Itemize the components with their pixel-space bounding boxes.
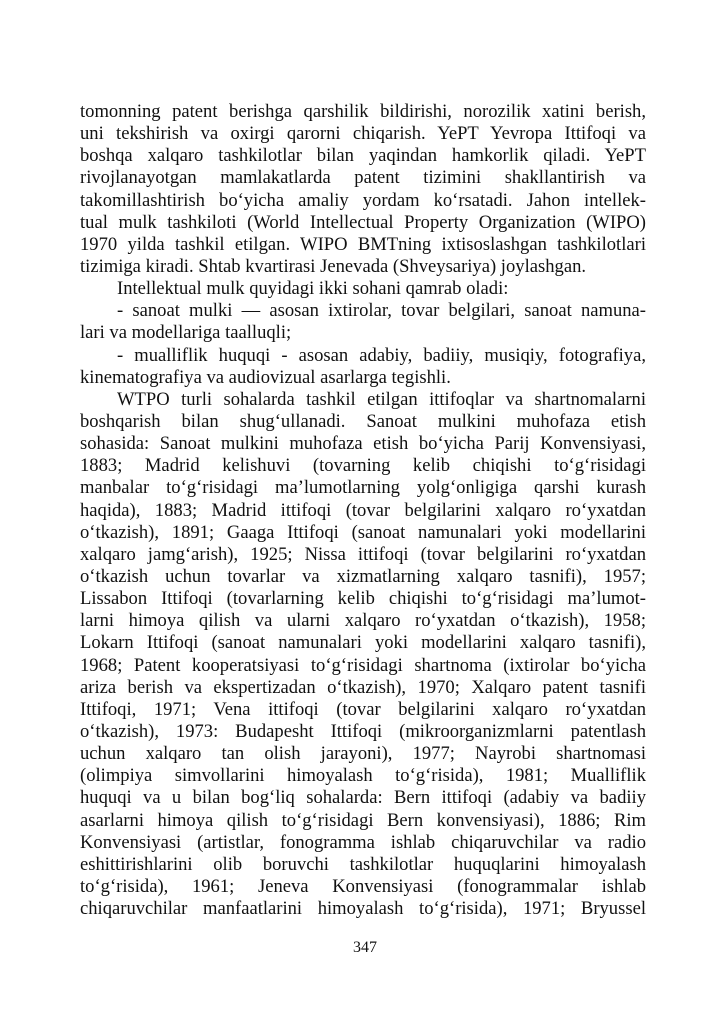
text-line: Intellektual mulk quyidagi ikki sohani qamrab oladi: <box>117 278 509 300</box>
text-line: Lokarn Ittifoqi (sanoat namunalari yoki modellarini xalqaro tasnifi), <box>80 632 646 654</box>
text-line: chiqaruvchilar manfaatlarini himoyalash to‘g‘risida), 1971; Bryussel <box>80 898 646 920</box>
text-line: o‘tkazish), 1973: Budapesht Ittifoqi (mikroorganizmlarni patentlash <box>80 720 646 742</box>
text-line: 1968; Patent kooperatsiyasi to‘g‘risidagi shartnoma (ixtirolar bo‘yicha <box>80 654 646 676</box>
text-line: 1883; Madrid kelishuvi (tovarning kelib chiqishi to‘g‘risidagi <box>80 455 646 477</box>
text-line: WTPO turli sohalarda tashkil etilgan ittifoqlar va shartnomalarni <box>117 388 646 410</box>
text-line: larni himoya qilish va ularni xalqaro ro‘yxatdan o‘tkazish), 1958; <box>80 610 646 632</box>
text-line: xalqaro jamg‘arish), 1925; Nissa ittifoqi (tovar belgilarini ro‘yxatdan <box>80 543 646 565</box>
text-line: kinematografiya va audiovizual asarlarga tegishli. <box>80 366 451 388</box>
text-line: haqida), 1883; Madrid ittifoqi (tovar belgilarini xalqaro ro‘yxatdan <box>80 499 646 521</box>
text-line: tomonning patent berishga qarshilik bildirishi, norozilik xatini berish, <box>80 101 646 122</box>
text-line: rivojlanayotgan mamlakatlarda patent tizimini shakllantirish va <box>80 167 646 189</box>
text-line: takomillashtirish bo‘yicha amaliy yordam ko‘rsatadi. Jahon intellek- <box>80 189 646 211</box>
page-number: 347 <box>353 939 377 956</box>
text-line: uni tekshirish va oxirgi qarorni chiqarish. YePT Yevropa Ittifoqi va <box>80 123 646 145</box>
text-line: boshqa xalqaro tashkilotlar bilan yaqindan hamkorlik qiladi. YePT <box>80 145 646 167</box>
text-line: Konvensiyasi (artistlar, fonogramma ishlab chiqaruvchilar va radio <box>80 831 646 853</box>
text-line: ariza berish va ekspertizadan o‘tkazish), 1970; Xalqaro patent tasnifi <box>80 676 646 698</box>
text-line: - sanoat mulki — asosan ixtirolar, tovar belgilari, sanoat namuna- <box>117 300 646 322</box>
text-line: - mualliflik huquqi - asosan adabiy, badiiy, musiqiy, fotografiya, <box>117 344 646 366</box>
text-line: eshittirishlarini olib boruvchi tashkilotlar huquqlarini himoyalash <box>80 853 646 875</box>
text-line: o‘tkazish uchun tovarlar va xizmatlarning xalqaro tasnifi), 1957; <box>80 565 646 587</box>
text-line: huquqi va u bilan bog‘liq sohalarda: Bern ittifoqi (adabiy va badiiy <box>80 787 646 809</box>
text-line: Ittifoqi, 1971; Vena ittifoqi (tovar belgilarini xalqaro ro‘yxatdan <box>80 698 646 720</box>
page-body-text <box>80 101 646 920</box>
text-line: 1970 yilda tashkil etilgan. WIPO BMTning ixtisoslashgan tashkilotlari <box>80 233 646 255</box>
text-line: tizimiga kiradi. Shtab kvartirasi Jenevada (Shveysariya) joylashgan. <box>80 255 587 277</box>
text-line: tual mulk tashkiloti (World Intellectual Property Organization (WIPO) <box>80 211 646 233</box>
text-line: manbalar to‘g‘risidagi ma’lumotlarning yolg‘onligiga qarshi kurash <box>80 477 646 499</box>
text-line: (olimpiya simvollarini himoyalash to‘g‘risida), 1981; Mualliflik <box>80 765 646 787</box>
text-line: uchun xalqaro tan olish jarayoni), 1977; Nayrobi shartnomasi <box>80 743 646 765</box>
text-line: boshqarish bilan shug‘ullanadi. Sanoat mulkini muhofaza etish <box>80 410 646 432</box>
text-line: Lissabon Ittifoqi (tovarlarning kelib chiqishi to‘g‘risidagi ma’lumot- <box>80 588 646 610</box>
text-line: lari va modellariga taalluqli; <box>80 322 292 344</box>
text-line: to‘g‘risida), 1961; Jeneva Konvensiyasi (fonogrammalar ishlab <box>80 875 646 897</box>
text-line: asarlarni himoya qilish to‘g‘risidagi Bern konvensiyasi), 1886; Rim <box>80 809 646 831</box>
text-line: o‘tkazish), 1891; Gaaga Ittifoqi (sanoat namunalari yoki modellarini <box>80 521 646 543</box>
text-line: sohasida: Sanoat mulkini muhofaza etish bo‘yicha Parij Konvensiyasi, <box>80 433 646 455</box>
